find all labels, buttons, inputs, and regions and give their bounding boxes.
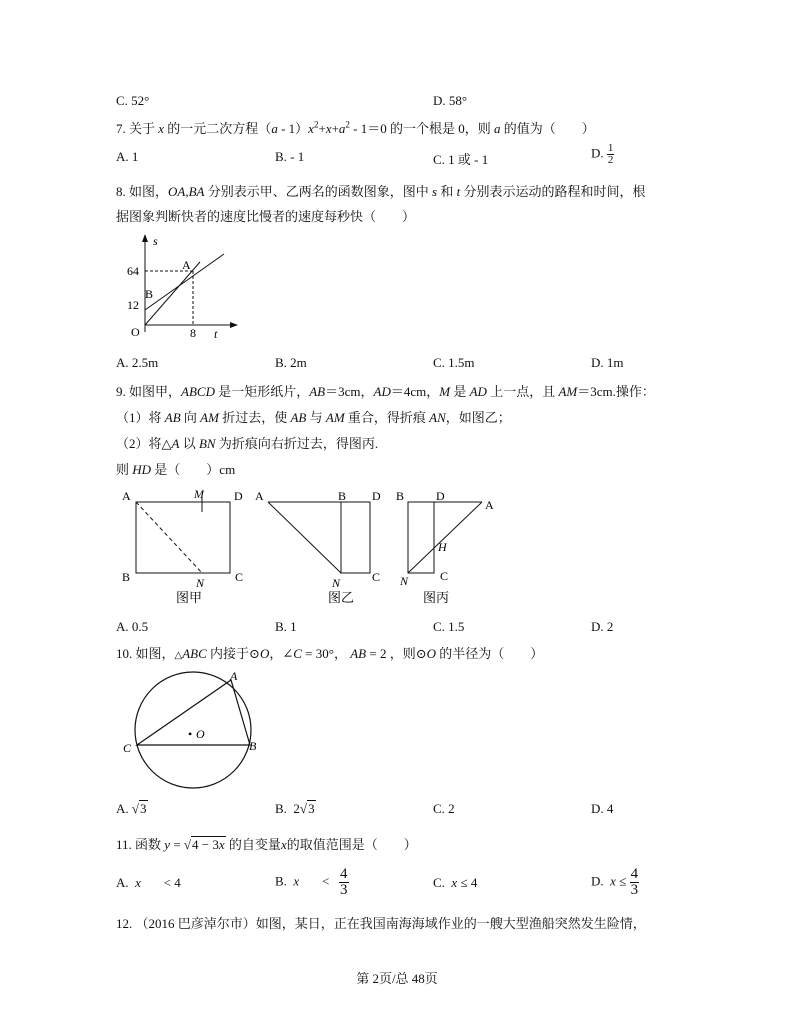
svg-text:N: N	[400, 574, 409, 588]
figure-bing	[396, 489, 494, 605]
q8-option-b: B. 2m	[275, 355, 307, 370]
triangle-abc	[137, 680, 250, 745]
q11-option-d: D. x ≤ $\frac{4}{3}$	[591, 866, 639, 898]
svg-text:A: A	[230, 669, 238, 683]
q9-option-a: A. 0.5	[116, 619, 149, 634]
q7-option-d: D. $\frac{1}{2}$	[591, 142, 614, 166]
svg-text:C: C	[440, 569, 449, 583]
svg-text:B: B	[396, 489, 405, 503]
q8-option-c: C. 1.5m	[433, 355, 475, 370]
q11-stem: 11. 函数 y = √4 − 3x 的自变量x的取值范围是（ ）	[116, 837, 417, 852]
svg-text:N: N	[332, 576, 341, 590]
q7-option-b: B. - 1	[275, 149, 305, 164]
q8-graph	[120, 232, 245, 344]
svg-text:O: O	[196, 727, 205, 741]
svg-text:D: D	[372, 489, 381, 503]
q10-option-d: D. 4	[591, 801, 614, 816]
q9-figures	[118, 484, 508, 608]
label-tu-bing: 图丙	[423, 590, 450, 605]
svg-text:B: B	[338, 489, 347, 503]
q8-option-d: D. 1m	[591, 355, 624, 370]
svg-text:B: B	[122, 570, 131, 584]
q9-step2: （2）将△A 以 BN 为折痕向右折过去，得图丙.	[116, 436, 379, 451]
svg-text:A: A	[485, 498, 494, 512]
q9-option-c: C. 1.5	[433, 619, 465, 634]
q10-stem: 10. 如图，△ABC 内接于⊙O，∠C = 30°， AB = 2 ，则⊙O 的半径为（ ）	[116, 646, 544, 661]
svg-text:C: C	[123, 741, 132, 755]
q8-stem-line2: 据图象判断快者的速度比慢者的速度每秒快（ ）	[116, 209, 416, 224]
q9-step1: （1）将 AB 向 AM 折过去，使 AB 与 AM 重合，得折痕 AN，如图乙；	[116, 410, 511, 425]
q12-stem: 12. （2016 巴彦淖尔市）如图，某日，正在我国南海海域作业的一艘大型渔船突然发生险情，	[116, 916, 646, 931]
q9-option-d: D. 2	[591, 619, 614, 634]
q7-option-a: A. 1	[116, 149, 139, 164]
tick-12: 12	[127, 298, 139, 312]
q9-question: 则 HD 是（ ）cm	[116, 462, 236, 477]
point-a-label: A	[182, 258, 191, 272]
svg-text:C: C	[235, 570, 244, 584]
q10-circle-figure	[118, 668, 268, 792]
axis-s-label: s	[153, 234, 158, 248]
svg-text:D: D	[234, 489, 243, 503]
q8-stem-line1: 8. 如图，OA,BA 分别表示甲、乙两名的函数图象，图中 s 和 t 分别表示运动的路程和时间，根	[116, 184, 646, 199]
svg-text:A: A	[255, 489, 264, 503]
svg-text:•: •	[188, 727, 193, 741]
svg-text:N: N	[196, 576, 205, 590]
label-tu-jia: 图甲	[176, 590, 203, 605]
q6-option-d: D. 58°	[433, 93, 468, 108]
tick-64: 64	[127, 264, 139, 278]
svg-text:A: A	[122, 489, 131, 503]
page-footer: 第 2页/总 48页	[356, 971, 438, 986]
tick-8: 8	[190, 326, 196, 340]
svg-text:C: C	[372, 570, 381, 584]
origin-label: O	[131, 325, 140, 339]
svg-text:M: M	[194, 487, 204, 501]
q11-option-b: B. x < $\frac{4}{3}$	[275, 866, 348, 898]
label-tu-yi: 图乙	[328, 590, 355, 605]
q10-option-b: B. 2√3	[275, 801, 315, 816]
q7-stem: 7. 关于 x 的一元二次方程$(a - 1)x^2+x+a^2 - 1=0$ 的一个根是 0，则 a 的值为（ ）	[116, 119, 595, 136]
q7-option-c: C. 1 或 - 1	[433, 152, 489, 167]
svg-text:B: B	[249, 739, 257, 753]
axis-t-label: t	[214, 327, 218, 341]
q8-option-a: A. 2.5m	[116, 355, 159, 370]
q9-option-b: B. 1	[275, 619, 297, 634]
q11-option-c: C. x ≤ 4	[433, 875, 478, 890]
q11-option-a: A. x < 4	[116, 875, 181, 890]
q9-stem-line1: 9. 如图甲，ABCD 是一矩形纸片，AB＝3cm，AD＝4cm，M 是 AD 上一点，且 AM＝3cm.操作：	[116, 384, 655, 399]
q6-option-c: C. 52°	[116, 93, 150, 108]
q10-option-a: A. √3	[116, 801, 147, 816]
q10-option-c: C. 2	[433, 801, 455, 816]
figure-yi	[255, 489, 381, 605]
figure-jia	[122, 487, 243, 605]
svg-text:H: H	[438, 540, 447, 554]
point-b-label: B	[145, 287, 154, 301]
svg-text:D: D	[436, 489, 445, 503]
